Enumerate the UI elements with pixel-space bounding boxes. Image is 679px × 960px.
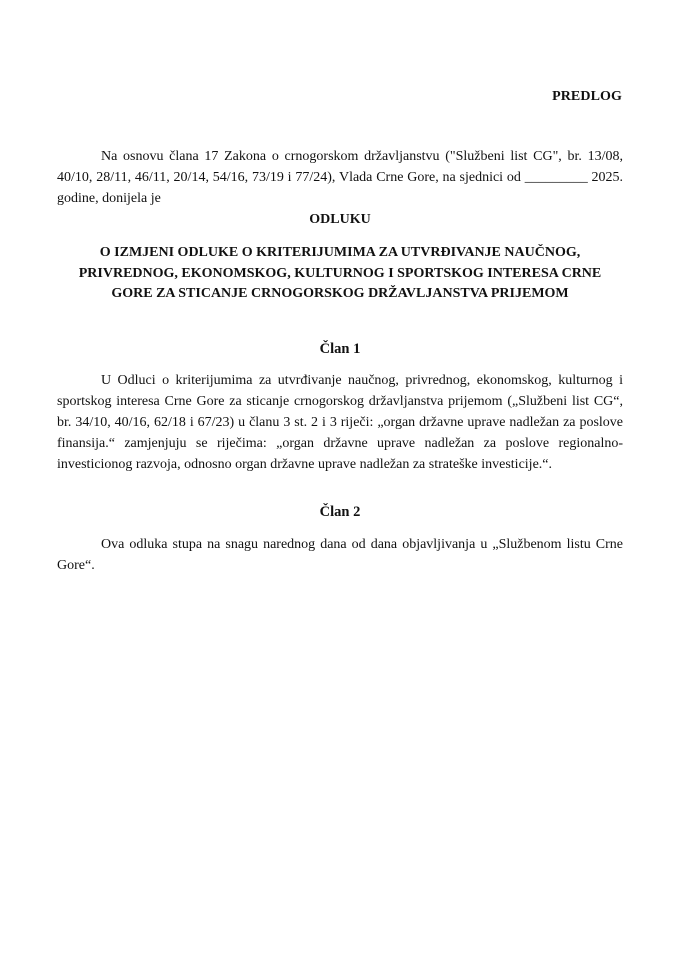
legal-basis-paragraph: Na osnovu člana 17 Zakona o crnogorskom državljanstvu ("Službeni list CG", br. 13/08, 40/10, 28/11, 46/11, 20/14, 54/16, 73/19 i 77/24), Vlada Crne Gore, na sjednici od _________ 2025. godine, donijela je (57, 149, 623, 206)
article-1-heading: Član 1 (319, 341, 361, 357)
article-1-text: U Odluci o kriterijumima za utvrđivanje naučnog, privrednog, ekonomskog, kulturnog i sportskog interesa Crne Gore za sticanje crnogorskog državljanstva prijemom („Službeni list CG“, br. 34/10, 40/16, 62/18 i 67/23) u članu 3 st. 2 i 3 riječi: „organ državne uprave nadležan za poslove finansija.“ zamjenjuju se riječima: „organ državne uprave nadležan za poslove regionalno-investicionog razvoja, odnosno organ državne uprave nadležan za strateške investicije.“. (57, 373, 623, 472)
article-2-text: Ova odluka stupa na snagu narednog dana od dana objavljivanja u „Službenom listu Crne Gore“. (57, 537, 623, 573)
document-title: O IZMJENI ODLUKE O KRITERIJUMIMA ZA UTVRĐIVANJE NAUČNOG, PRIVREDNOG, EKONOMSKOG, KULTURNOG I SPORTSKOG INTERESA CRNE GORE ZA STICANJE CRNOGORSKOG DRŽAVLJANSTVA PRIJEMOM (78, 245, 602, 301)
article-2-heading: Član 2 (319, 504, 361, 520)
document-type-heading: ODLUKU (309, 212, 371, 227)
document-status-label: PREDLOG (552, 89, 622, 104)
